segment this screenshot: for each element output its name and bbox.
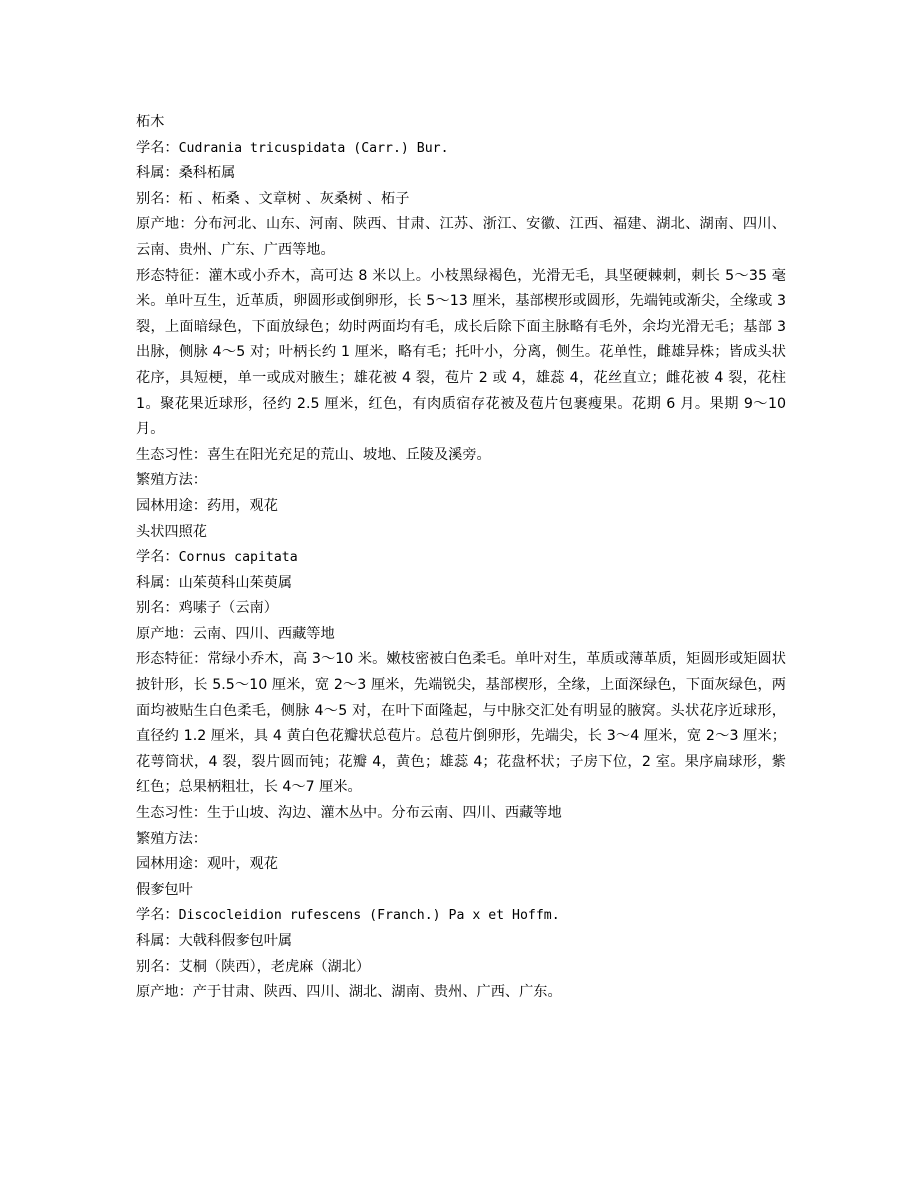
scientific-name-line [136, 903, 786, 929]
scientific-name: Cudrania tricuspidata (Carr.) Bur. [178, 140, 449, 156]
family-line: 科属：山茱萸科山茱萸属 [136, 574, 293, 591]
scientific-name-label: 学名： [136, 549, 179, 566]
entry-title: 头状四照花 [136, 523, 207, 540]
entry-jiazhabaoye [136, 878, 786, 1006]
family-line: 科属：桑科柘属 [136, 165, 236, 182]
origin-line: 原产地：云南、四川、西藏等地 [136, 625, 335, 642]
ecology-line: 生态习性：喜生在阳光充足的荒山、坡地、丘陵及溪旁。 [136, 446, 491, 463]
scientific-name-line [136, 136, 786, 162]
origin-line: 原产地：分布河北、山东、河南、陕西、甘肃、江苏、浙江、安徽、江西、福建、湖北、湖南、四川、云南、贵州、广东、广西等地。 [136, 216, 786, 258]
morphology-line: 形态特征：常绿小乔木，高 3～10 米。嫩枝密被白色柔毛。单叶对生，革质或薄革质，矩圆形或矩圆状披针形，长 5.5～10 厘米，宽 2～3 厘米，先端锐尖，基部楔形，全缘，上面深绿色，下面灰绿色，两面均被贴生白色柔毛，侧脉 4～5 对，在叶下面隆起，与中脉交汇处有明显的腋窝。头状花序近球形，直径约 1.2 厘米，具 4 黄白色花瓣状总苞片。总苞片倒卵形，先端尖，长 3～4 厘米，宽 2～3 厘米；花萼筒状，4 裂，裂片圆而钝；花瓣 4，黄色；雄蕊 4；花盘杯状；子房下位，2 室。果序扁球形，紫红色；总果柄粗壮，长 4～7 厘米。 [136, 651, 786, 796]
document-page [136, 110, 786, 1006]
entry-toutai-sizhaohua [136, 520, 786, 878]
scientific-name: Cornus capitata [178, 550, 298, 566]
propagation-line: 繁殖方法： [136, 472, 207, 489]
garden-use-line: 园林用途：药用，观花 [136, 497, 278, 514]
scientific-name-label: 学名： [136, 907, 179, 924]
family-line: 科属：大戟科假奓包叶属 [136, 933, 293, 949]
entry-title: 假奓包叶 [136, 881, 193, 898]
origin-line: 原产地：产于甘肃、陕西、四川、湖北、湖南、贵州、广西、广东。 [136, 984, 562, 1001]
scientific-name-line [136, 545, 786, 571]
alias-line: 别名：艾桐（陕西），老虎麻（湖北） [136, 958, 371, 975]
entry-zhemu [136, 110, 786, 520]
morphology-line: 形态特征：灌木或小乔木，高可达 8 米以上。小枝黑绿褐色，光滑无毛，具坚硬棘刺，刺长 5～35 毫米。单叶互生，近革质，卵圆形或倒卵形，长 5～13 厘米，基部楔形或圆形，先端钝或渐尖，全缘或 3 裂，上面暗绿色，下面放绿色；幼时两面均有毛，成长后除下面主脉略有毛外，余均光滑无毛；基部 3 出脉，侧脉 4～5 对；叶柄长约 1 厘米，略有毛；托叶小，分离，侧生。花单性，雌雄异株；皆成头状花序，具短梗，单一或成对腋生；雄花被 4 裂，苞片 2 或 4，雄蕊 4，花丝直立；雌花被 4 裂，花柱 1。聚花果近球形，径约 2.5 厘米，红色，有肉质宿存花被及苞片包裹瘦果。花期 6 月。果期 9～10 月。 [136, 267, 786, 438]
propagation-line: 繁殖方法： [136, 830, 207, 847]
garden-use-line: 园林用途：观叶，观花 [136, 856, 278, 873]
alias-line: 别名：鸡嗉子（云南） [136, 600, 278, 617]
alias-line: 别名：柘 、柘桑 、文章树 、灰桑树 、柘子 [136, 190, 410, 207]
ecology-line: 生态习性：生于山坡、沟边、灌木丛中。分布云南、四川、西藏等地 [136, 805, 562, 822]
scientific-name-label: 学名： [136, 139, 179, 156]
scientific-name: Discocleidion rufescens (Franch.) Pa x et Hoffm. [178, 908, 560, 924]
entry-title: 柘木 [136, 114, 165, 130]
